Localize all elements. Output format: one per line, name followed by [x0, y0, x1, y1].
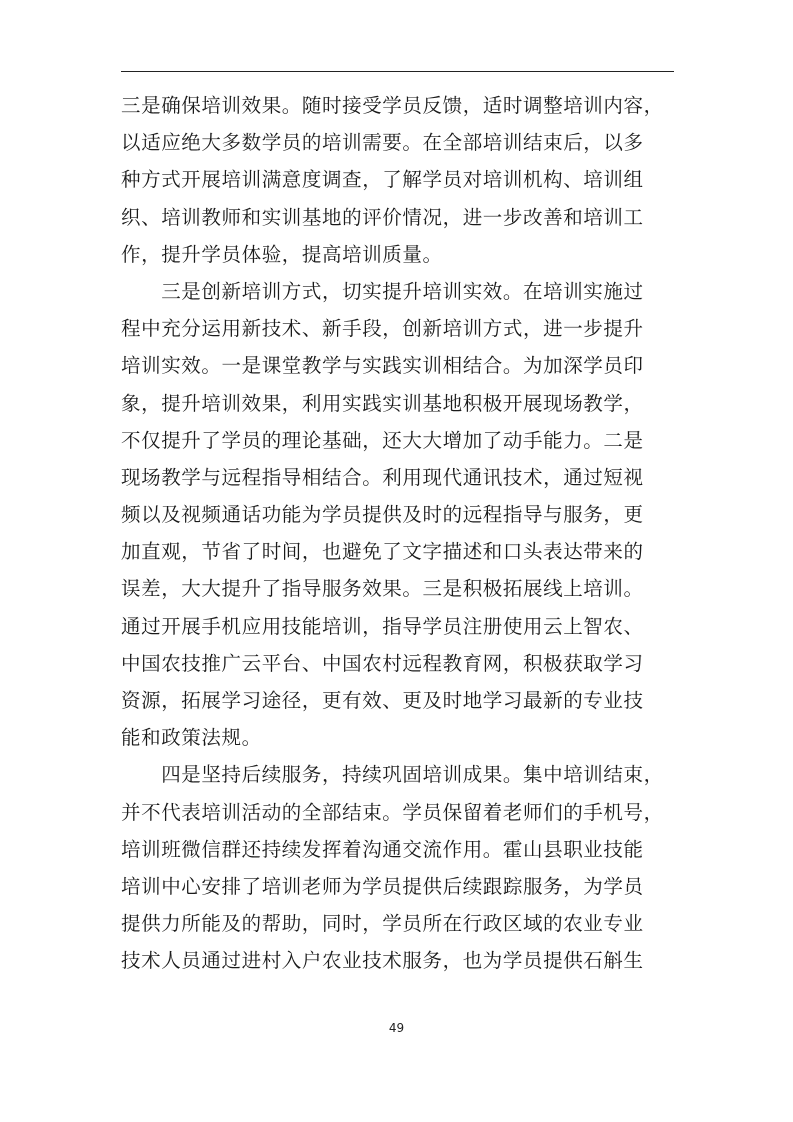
text-line: 能和政策法规。 — [121, 726, 262, 750]
text-line: 种方式开展培训满意度调查，了解学员对培训机构、培训组 — [121, 168, 644, 192]
text-line: 织、培训教师和实训基地的评价情况，进一步改善和培训工 — [121, 205, 644, 229]
text-line: 提供力所能及的帮助，同时，学员所在行政区域的农业专业 — [121, 912, 644, 936]
text-line: 通过开展手机应用技能培训，指导学员注册使用云上智农、 — [121, 614, 644, 638]
text-line: 技术人员通过进村入户农业技术服务，也为学员提供石斛生 — [121, 949, 644, 973]
text-line: 作，提升学员体验，提高培训质量。 — [121, 242, 443, 266]
text-line: 四是坚持后续服务，持续巩固培训成果。集中培训结束， — [121, 763, 664, 787]
text-line: 三是确保培训效果。随时接受学员反馈，适时调整培训内容， — [121, 94, 664, 117]
text-line: 频以及视频通话功能为学员提供及时的远程指导与服务，更 — [121, 503, 644, 527]
text-line: 中国农技推广云平台、中国农村远程教育网，积极获取学习 — [121, 651, 644, 675]
text-line: 三是创新培训方式，切实提升培训实效。在培训实施过 — [121, 279, 644, 303]
text-line: 象，提升培训效果，利用实践实训基地积极开展现场教学， — [121, 391, 644, 415]
text-line: 培训中心安排了培训老师为学员提供后续跟踪服务，为学员 — [121, 874, 644, 898]
text-line: 程中充分运用新技术、新手段，创新培训方式，进一步提升 — [121, 317, 644, 341]
text-line: 现场教学与远程指导相结合。利用现代通讯技术，通过短视 — [121, 465, 644, 489]
text-line: 培训实效。一是课堂教学与实践实训相结合。为加深学员印 — [121, 354, 644, 378]
text-line: 加直观，节省了时间，也避免了文字描述和口头表达带来的 — [121, 540, 644, 564]
text-line: 误差，大大提升了指导服务效果。三是积极拓展线上培训。 — [121, 577, 644, 601]
header-rule — [121, 71, 674, 72]
text-line: 不仅提升了学员的理论基础，还大大增加了动手能力。二是 — [121, 428, 644, 452]
text-line: 以适应绝大多数学员的培训需要。在全部培训结束后，以多 — [121, 131, 644, 155]
page-number: 49 — [388, 1021, 405, 1035]
text-line: 培训班微信群还持续发挥着沟通交流作用。霍山县职业技能 — [121, 837, 644, 861]
body-text — [121, 87, 681, 980]
text-line: 资源，拓展学习途径，更有效、更及时地学习最新的专业技 — [121, 689, 644, 712]
text-line: 并不代表培训活动的全部结束。学员保留着老师们的手机号， — [121, 800, 664, 824]
